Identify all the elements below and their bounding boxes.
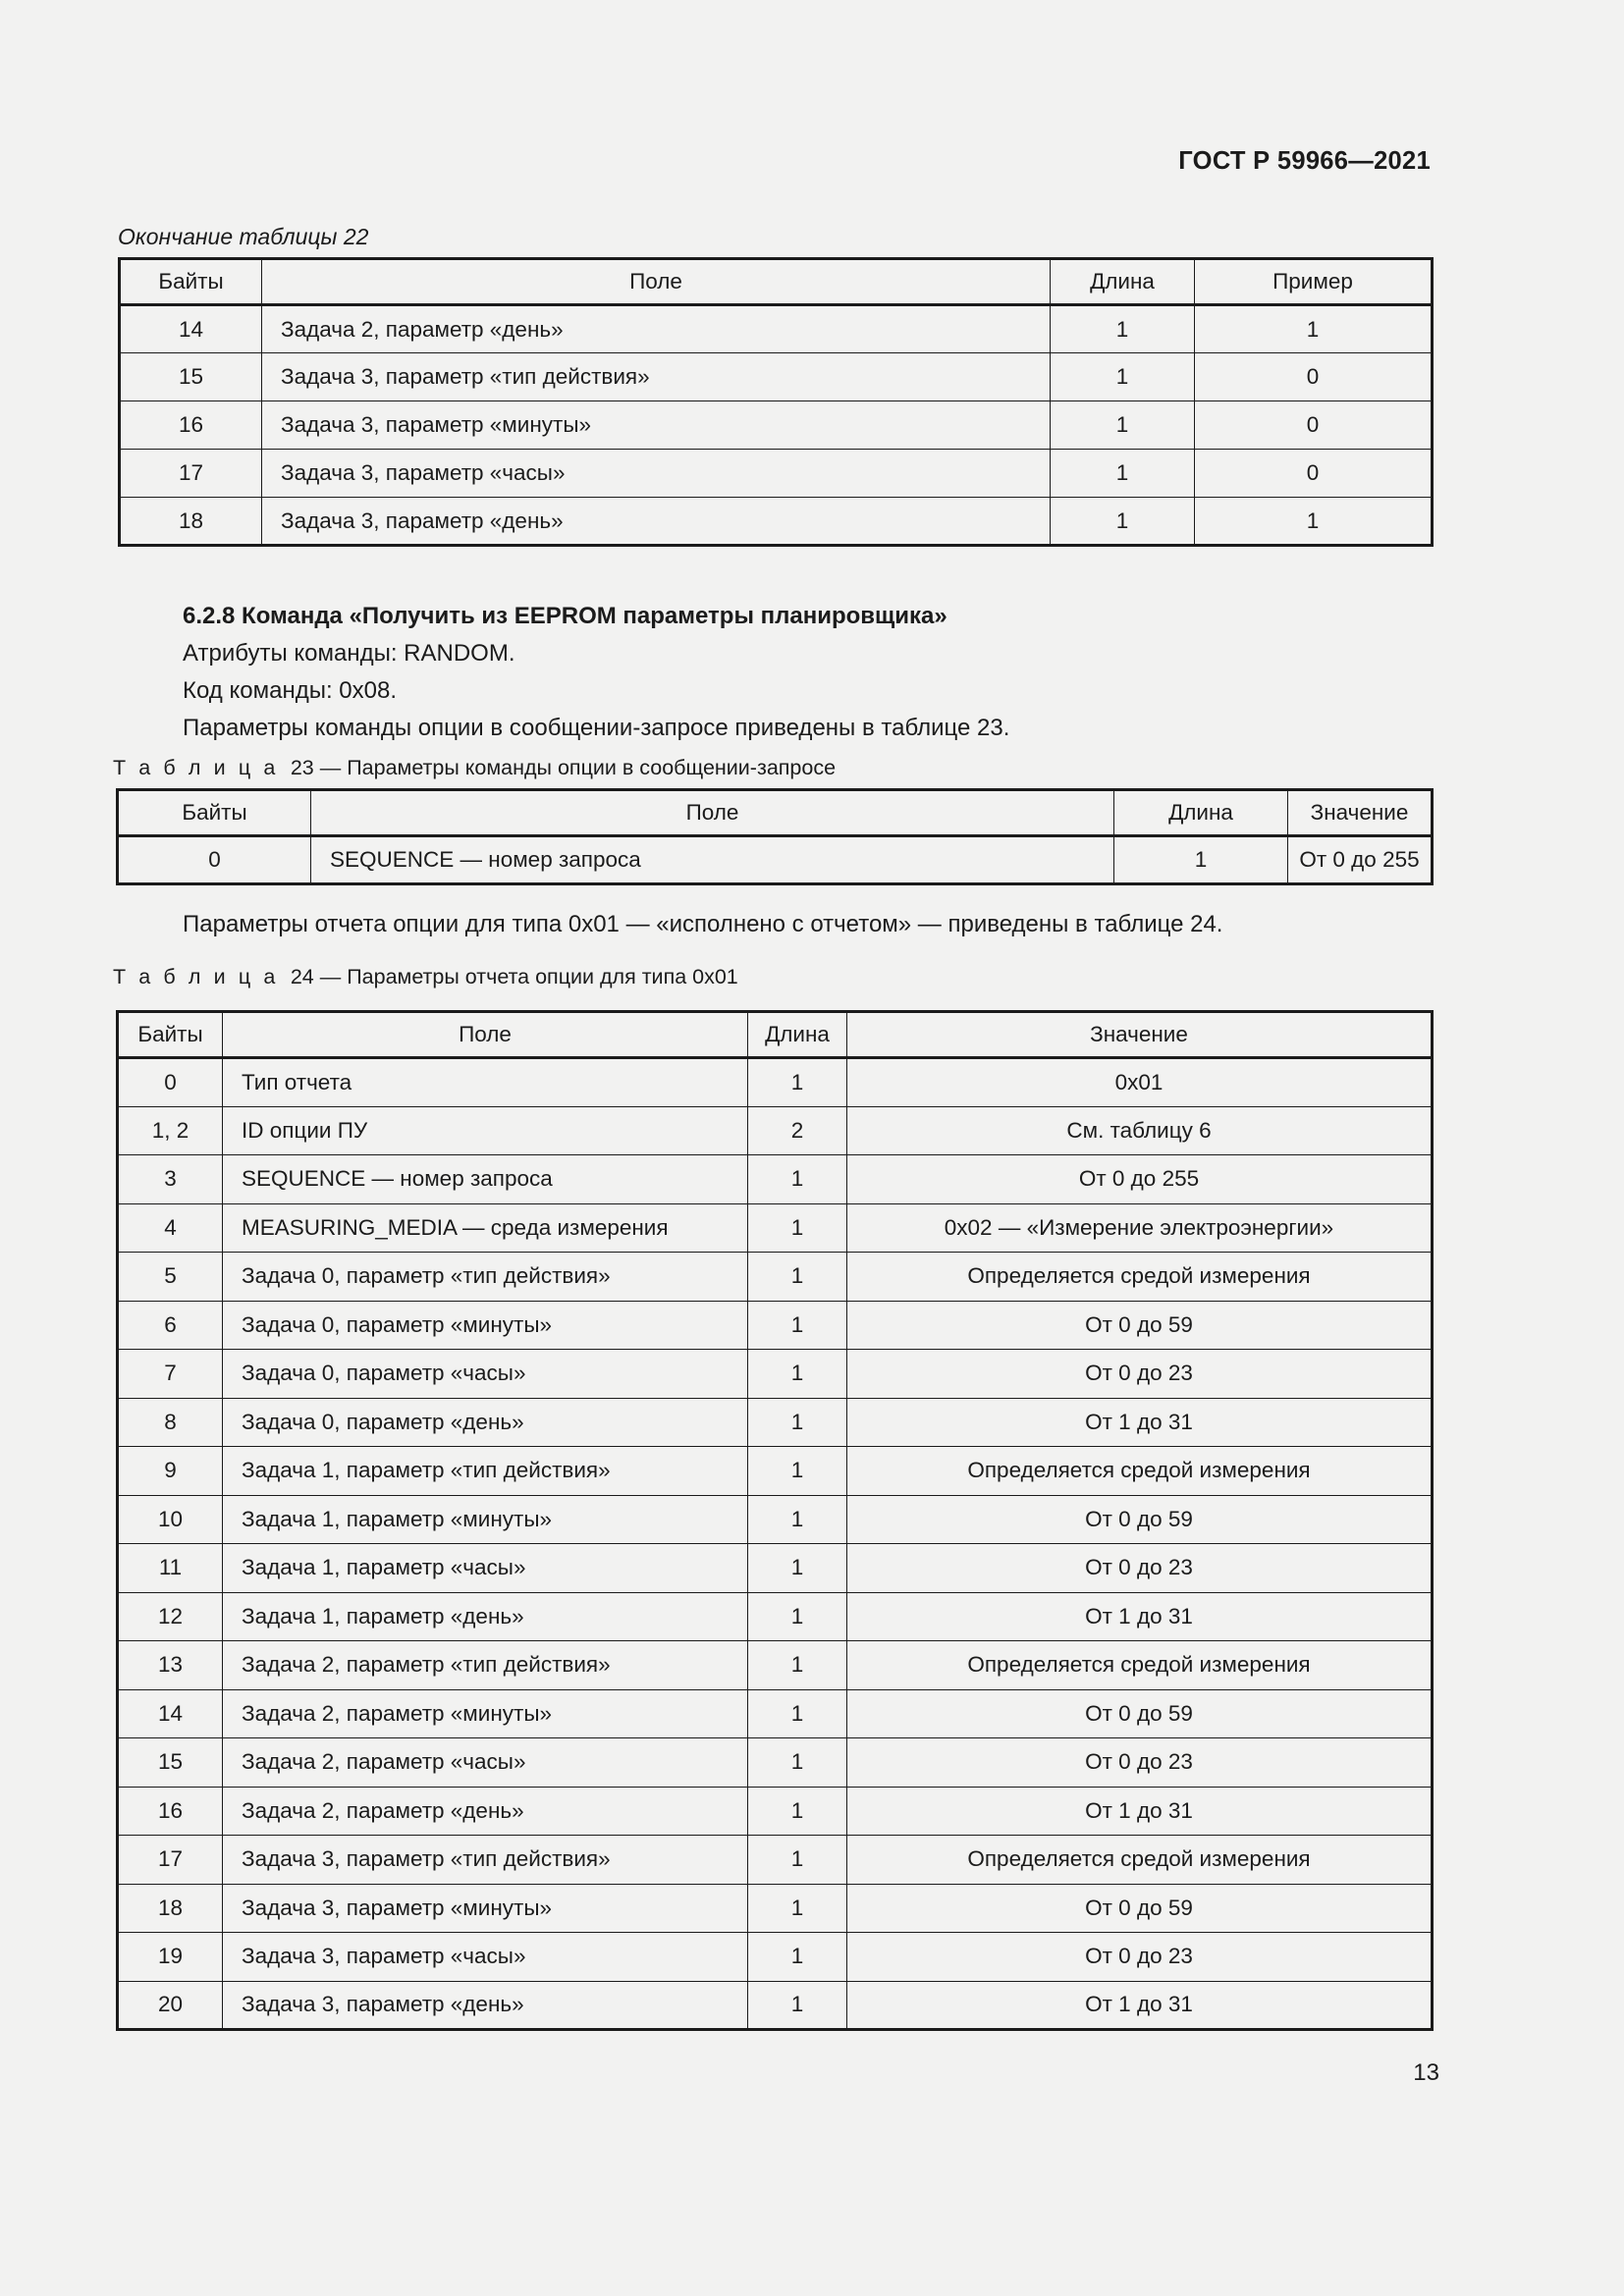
- table-24-caption: [113, 965, 738, 989]
- paragraph-before-table-24: Параметры отчета опции для типа 0x01 — «исполнено с отчетом» — приведены в таблице 24.: [183, 911, 1223, 937]
- table-row: [118, 1544, 1433, 1593]
- table-24-cell: Задача 0, параметр «тип действия»: [223, 1253, 748, 1302]
- table-24-cell: 1: [748, 1592, 847, 1641]
- table-22-cell: 1: [1195, 305, 1433, 353]
- table-row: [118, 1738, 1433, 1788]
- table-24-cell: MEASURING_MEDIA — среда измерения: [223, 1203, 748, 1253]
- table-22-cell: 15: [120, 353, 262, 401]
- table-22-cell: 1: [1051, 305, 1195, 353]
- table-23: [116, 788, 1434, 885]
- table-row: [120, 305, 1433, 353]
- table-row: [118, 1592, 1433, 1641]
- table-24-cell: 15: [118, 1738, 223, 1788]
- table-22-continuation-note: Окончание таблицы 22: [118, 224, 369, 249]
- table-22-cell: 1: [1051, 401, 1195, 450]
- table-24-cell: 1: [748, 1495, 847, 1544]
- table-24-cell: От 0 до 23: [847, 1544, 1433, 1593]
- table-24-cell: Определяется средой измерения: [847, 1641, 1433, 1690]
- table-row: [118, 1350, 1433, 1399]
- table-24-col-length: Длина: [748, 1012, 847, 1058]
- table-24-cell: От 0 до 23: [847, 1350, 1433, 1399]
- table-24-cell: Задача 1, параметр «тип действия»: [223, 1447, 748, 1496]
- table-row: [118, 1301, 1433, 1350]
- table-24-cell: 1: [748, 1253, 847, 1302]
- table-row: [118, 1253, 1433, 1302]
- table-24-cell: Задача 2, параметр «минуты»: [223, 1689, 748, 1738]
- table-22-col-example: Пример: [1195, 259, 1433, 305]
- table-24-cell: Задача 1, параметр «минуты»: [223, 1495, 748, 1544]
- table-24-cell: 1: [748, 1787, 847, 1836]
- table-row: [118, 1933, 1433, 1982]
- table-23-col-field: Поле: [311, 790, 1114, 836]
- table-24-cell: 1: [748, 1981, 847, 2030]
- table-24-cell: Задача 3, параметр «часы»: [223, 1933, 748, 1982]
- table-24-cell: От 0 до 59: [847, 1301, 1433, 1350]
- table-24-cell: Задача 2, параметр «часы»: [223, 1738, 748, 1788]
- table-22-cell: Задача 3, параметр «минуты»: [262, 401, 1051, 450]
- table-22-cell: 1: [1195, 498, 1433, 546]
- table-22-col-bytes: Байты: [120, 259, 262, 305]
- table-24-cell: 1, 2: [118, 1106, 223, 1155]
- table-24-cell: 2: [748, 1106, 847, 1155]
- table-23-header-row: [118, 790, 1433, 836]
- table-24-cell: 1: [748, 1447, 847, 1496]
- table-24-col-field: Поле: [223, 1012, 748, 1058]
- table-23-cell: От 0 до 255: [1288, 836, 1433, 884]
- table-24-cell: Задача 1, параметр «день»: [223, 1592, 748, 1641]
- table-24-cell: 11: [118, 1544, 223, 1593]
- table-22-cell: 0: [1195, 450, 1433, 498]
- table-row: [118, 1641, 1433, 1690]
- table-24-cell: 4: [118, 1203, 223, 1253]
- table-24-header-row: [118, 1012, 1433, 1058]
- table-row: [118, 1398, 1433, 1447]
- table-23-body: [118, 836, 1433, 884]
- table-22-cell: 0: [1195, 401, 1433, 450]
- table-row: [120, 498, 1433, 546]
- table-24-cell: От 1 до 31: [847, 1398, 1433, 1447]
- table-24-cell: Задача 3, параметр «тип действия»: [223, 1836, 748, 1885]
- table-24-cell: От 0 до 59: [847, 1689, 1433, 1738]
- table-23-col-bytes: Байты: [118, 790, 311, 836]
- table-24-cell: 3: [118, 1155, 223, 1204]
- table-24-cell: Определяется средой измерения: [847, 1836, 1433, 1885]
- table-22-cell: Задача 3, параметр «тип действия»: [262, 353, 1051, 401]
- table-24-cell: 1: [748, 1301, 847, 1350]
- table-24-caption-number: 24: [290, 965, 314, 988]
- table-24-cell: 1: [748, 1058, 847, 1107]
- table-row: [118, 1495, 1433, 1544]
- table-24-caption-text: — Параметры отчета опции для типа 0x01: [319, 965, 738, 988]
- table-24-cell: 0x02 — «Измерение электроэнергии»: [847, 1203, 1433, 1253]
- table-23-cell: SEQUENCE — номер запроса: [311, 836, 1114, 884]
- table-23-caption: [113, 756, 836, 780]
- table-23-cell: 1: [1114, 836, 1288, 884]
- table-24-cell: Задача 0, параметр «минуты»: [223, 1301, 748, 1350]
- table-24-cell: 1: [748, 1933, 847, 1982]
- table-24-cell: От 0 до 23: [847, 1738, 1433, 1788]
- table-24-cell: От 1 до 31: [847, 1981, 1433, 2030]
- table-22-cell: 1: [1051, 450, 1195, 498]
- table-24-cell: Задача 3, параметр «день»: [223, 1981, 748, 2030]
- table-24-cell: От 1 до 31: [847, 1787, 1433, 1836]
- page-number: 13: [1413, 2059, 1439, 2086]
- table-row: [118, 836, 1433, 884]
- table-24-cell: 1: [748, 1836, 847, 1885]
- table-24-cell: 1: [748, 1738, 847, 1788]
- table-row: [120, 401, 1433, 450]
- table-row: [118, 1058, 1433, 1107]
- table-24-cell: 14: [118, 1689, 223, 1738]
- table-24-cell: 17: [118, 1836, 223, 1885]
- section-heading-628: 6.2.8 Команда «Получить из EEPROM параметры планировщика»: [183, 603, 947, 629]
- table-24-cell: См. таблицу 6: [847, 1106, 1433, 1155]
- table-24-cell: 19: [118, 1933, 223, 1982]
- table-24-cell: Задача 2, параметр «день»: [223, 1787, 748, 1836]
- table-24-cell: SEQUENCE — номер запроса: [223, 1155, 748, 1204]
- table-24-cell: 0x01: [847, 1058, 1433, 1107]
- table-23-caption-text: — Параметры команды опции в сообщении-запросе: [319, 756, 837, 779]
- table-23-caption-number: 23: [290, 756, 314, 779]
- table-24-cell: 1: [748, 1689, 847, 1738]
- table-24-cell: 16: [118, 1787, 223, 1836]
- table-24-cell: Задача 0, параметр «часы»: [223, 1350, 748, 1399]
- table-23-caption-word: Т а б л и ц а: [113, 756, 279, 779]
- table-24-cell: 10: [118, 1495, 223, 1544]
- table-22-cell: Задача 3, параметр «день»: [262, 498, 1051, 546]
- table-24-cell: 1: [748, 1203, 847, 1253]
- table-row: [118, 1689, 1433, 1738]
- table-24-cell: От 0 до 23: [847, 1933, 1433, 1982]
- table-22-body: [120, 305, 1433, 546]
- table-row: [118, 1447, 1433, 1496]
- table-24-cell: Тип отчета: [223, 1058, 748, 1107]
- table-24-cell: 1: [748, 1155, 847, 1204]
- table-row: [118, 1155, 1433, 1204]
- table-22-cell: 1: [1051, 353, 1195, 401]
- table-22-cell: 17: [120, 450, 262, 498]
- table-row: [118, 1106, 1433, 1155]
- table-24-cell: От 0 до 59: [847, 1884, 1433, 1933]
- table-22-cell: 16: [120, 401, 262, 450]
- section-attributes-line: Атрибуты команды: RANDOM.: [183, 640, 515, 667]
- table-24-cell: От 1 до 31: [847, 1592, 1433, 1641]
- table-24-cell: 1: [748, 1884, 847, 1933]
- section-reference-line: Параметры команды опции в сообщении-запросе приведены в таблице 23.: [183, 715, 1010, 741]
- table-22-header-row: [120, 259, 1433, 305]
- table-24-cell: ID опции ПУ: [223, 1106, 748, 1155]
- table-24-cell: 1: [748, 1398, 847, 1447]
- table-22-col-length: Длина: [1051, 259, 1195, 305]
- table-24-cell: 12: [118, 1592, 223, 1641]
- table-24-col-bytes: Байты: [118, 1012, 223, 1058]
- section-code-line: Код команды: 0x08.: [183, 677, 397, 704]
- table-24-cell: 20: [118, 1981, 223, 2030]
- table-24-cell: Определяется средой измерения: [847, 1253, 1433, 1302]
- table-22-cell: 0: [1195, 353, 1433, 401]
- table-24-cell: 8: [118, 1398, 223, 1447]
- table-24: [116, 1010, 1434, 2031]
- table-24-cell: Задача 3, параметр «минуты»: [223, 1884, 748, 1933]
- table-24-cell: 9: [118, 1447, 223, 1496]
- table-24-cell: От 0 до 59: [847, 1495, 1433, 1544]
- table-24-cell: 6: [118, 1301, 223, 1350]
- table-24-cell: 7: [118, 1350, 223, 1399]
- table-24-cell: 1: [748, 1544, 847, 1593]
- table-row: [118, 1787, 1433, 1836]
- table-row: [118, 1884, 1433, 1933]
- table-row: [120, 353, 1433, 401]
- table-23-col-length: Длина: [1114, 790, 1288, 836]
- table-24-cell: Определяется средой измерения: [847, 1447, 1433, 1496]
- table-24-cell: 1: [748, 1641, 847, 1690]
- table-24-caption-word: Т а б л и ц а: [113, 965, 279, 988]
- table-22: [118, 257, 1434, 547]
- table-22-col-field: Поле: [262, 259, 1051, 305]
- table-row: [120, 450, 1433, 498]
- table-24-cell: От 0 до 255: [847, 1155, 1433, 1204]
- table-22-cell: 18: [120, 498, 262, 546]
- table-24-cell: Задача 0, параметр «день»: [223, 1398, 748, 1447]
- table-row: [118, 1836, 1433, 1885]
- table-24-col-value: Значение: [847, 1012, 1433, 1058]
- table-24-cell: 5: [118, 1253, 223, 1302]
- document-standard-header: ГОСТ Р 59966—2021: [1178, 147, 1431, 175]
- table-24-cell: 1: [748, 1350, 847, 1399]
- table-24-body: [118, 1058, 1433, 2030]
- table-24-cell: 13: [118, 1641, 223, 1690]
- table-23-col-value: Значение: [1288, 790, 1433, 836]
- table-24-cell: 0: [118, 1058, 223, 1107]
- table-22-cell: Задача 2, параметр «день»: [262, 305, 1051, 353]
- table-row: [118, 1203, 1433, 1253]
- table-row: [118, 1981, 1433, 2030]
- table-24-cell: 18: [118, 1884, 223, 1933]
- table-22-cell: 14: [120, 305, 262, 353]
- table-23-cell: 0: [118, 836, 311, 884]
- table-22-cell: 1: [1051, 498, 1195, 546]
- table-24-cell: Задача 2, параметр «тип действия»: [223, 1641, 748, 1690]
- table-22-cell: Задача 3, параметр «часы»: [262, 450, 1051, 498]
- table-24-cell: Задача 1, параметр «часы»: [223, 1544, 748, 1593]
